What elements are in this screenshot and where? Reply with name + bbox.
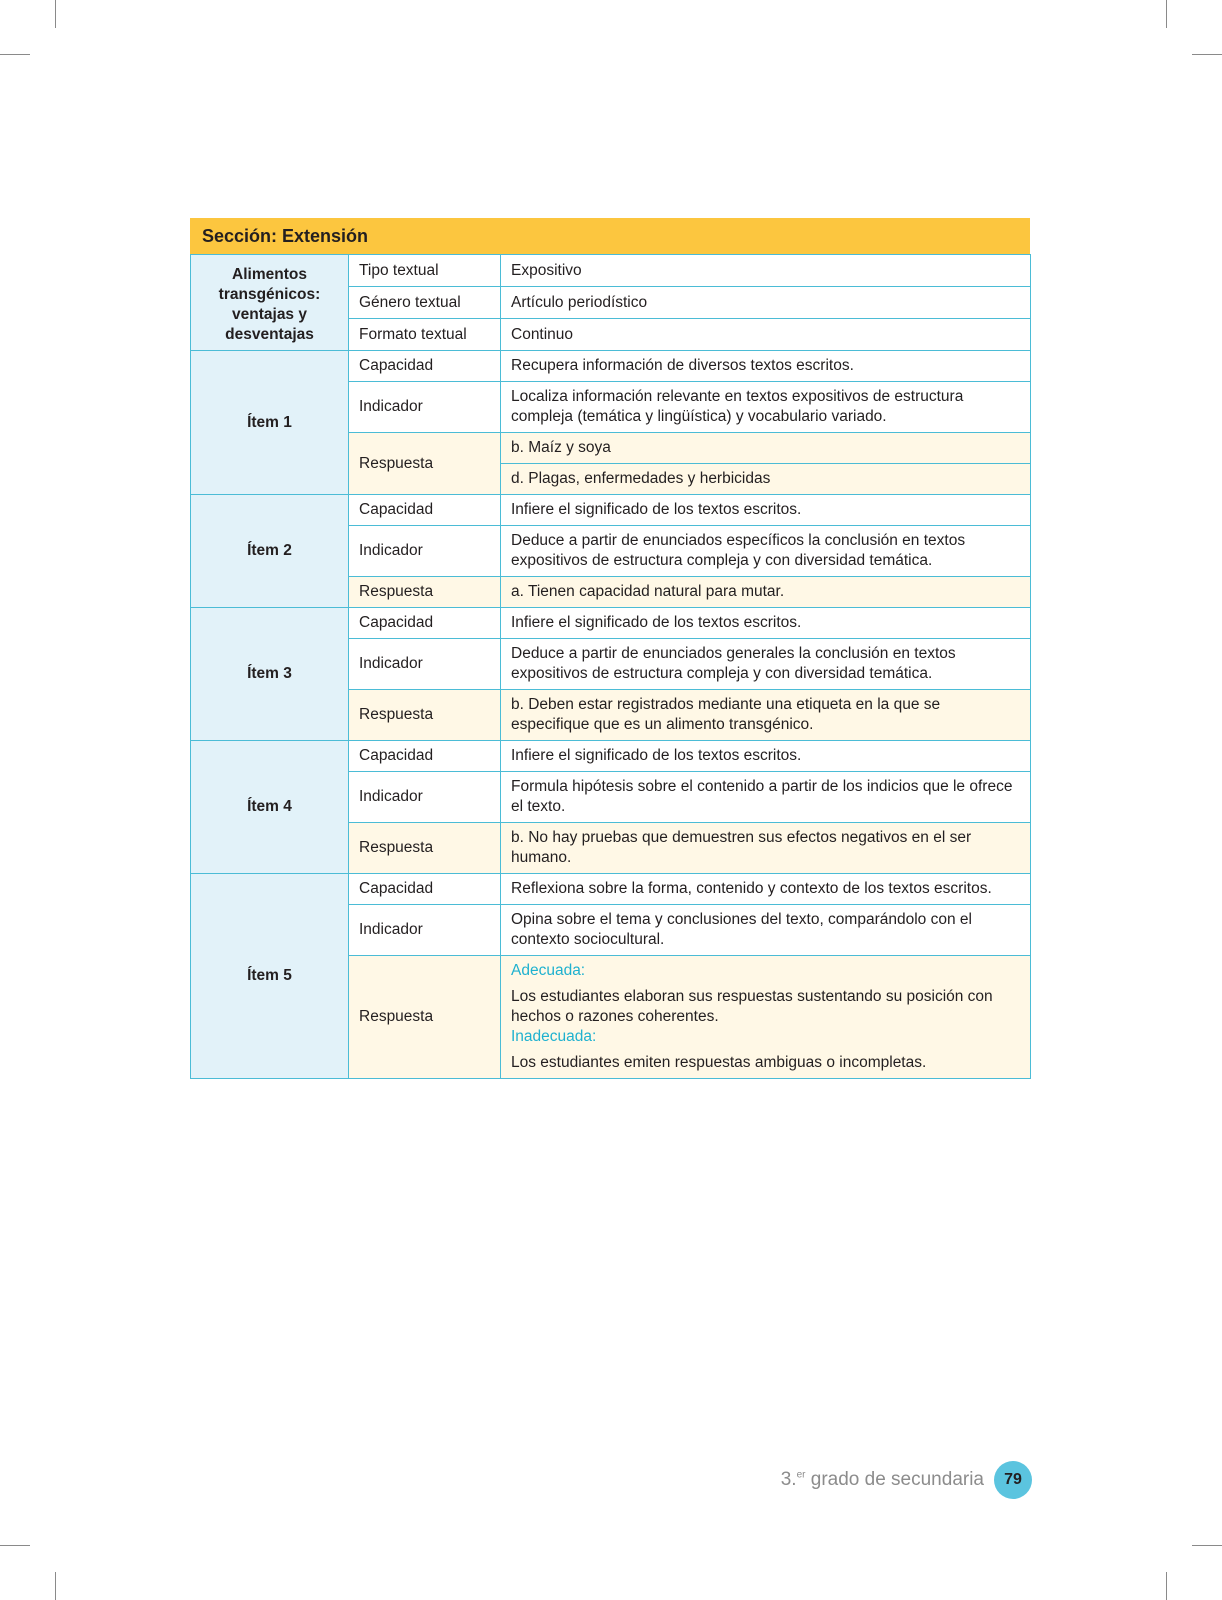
item-4-respuesta: b. No hay pruebas que demuestren sus efectos negativos en el ser humano.	[501, 823, 1031, 874]
evaluation-table	[190, 254, 1031, 1079]
table-row	[191, 255, 1031, 287]
row-label: Indicador	[349, 526, 501, 577]
table-row	[191, 608, 1031, 639]
section-title: Sección: Extensión	[190, 218, 1030, 254]
row-value: Expositivo	[501, 255, 1031, 287]
row-label: Formato textual	[349, 319, 501, 351]
item-1-label: Ítem 1	[191, 351, 349, 495]
row-label: Capacidad	[349, 351, 501, 382]
inadequate-text: Los estudiantes emiten respuestas ambiguas o incompletas.	[511, 1054, 927, 1071]
item-5-label: Ítem 5	[191, 874, 349, 1079]
item-1-capacidad: Recupera información de diversos textos escritos.	[501, 351, 1031, 382]
row-label: Tipo textual	[349, 255, 501, 287]
row-label: Capacidad	[349, 741, 501, 772]
row-value: Artículo periodístico	[501, 287, 1031, 319]
row-label: Indicador	[349, 905, 501, 956]
crop-mark	[55, 1572, 56, 1600]
crop-mark	[1192, 1545, 1222, 1546]
adequate-label: Adecuada:	[511, 962, 586, 979]
crop-mark	[1192, 54, 1222, 55]
row-label: Capacidad	[349, 874, 501, 905]
row-label: Indicador	[349, 772, 501, 823]
table-row	[191, 741, 1031, 772]
item-4-capacidad: Infiere el significado de los textos escritos.	[501, 741, 1031, 772]
row-label: Capacidad	[349, 608, 501, 639]
grade-text: grado de secundaria	[805, 1469, 984, 1490]
crop-mark	[0, 1545, 30, 1546]
table-row	[191, 351, 1031, 382]
table-row	[191, 495, 1031, 526]
page-footer	[781, 1460, 1032, 1500]
grade-label	[781, 1469, 984, 1491]
item-1-indicador: Localiza información relevante en textos expositivos de estructura compleja (temática y lingüística) y vocabulario variado.	[501, 382, 1031, 433]
row-label: Respuesta	[349, 823, 501, 874]
item-3-label: Ítem 3	[191, 608, 349, 741]
page-number: 79	[994, 1461, 1032, 1499]
row-label: Indicador	[349, 382, 501, 433]
crop-mark	[0, 54, 30, 55]
crop-mark	[1166, 0, 1167, 28]
row-label: Respuesta	[349, 433, 501, 495]
extension-section	[190, 218, 1030, 1079]
item-5-indicador: Opina sobre el tema y conclusiones del texto, comparándolo con el contexto sociocultural.	[501, 905, 1031, 956]
grade-ordinal: er	[796, 1469, 806, 1481]
item-4-indicador: Formula hipótesis sobre el contenido a partir de los indicios que le ofrece el texto.	[501, 772, 1031, 823]
grade-number: 3.	[780, 1469, 797, 1490]
item-1-respuesta-2: d. Plagas, enfermedades y herbicidas	[501, 464, 1031, 495]
row-label: Respuesta	[349, 577, 501, 608]
item-1-respuesta-1: b. Maíz y soya	[501, 433, 1031, 464]
row-value: Continuo	[501, 319, 1031, 351]
item-3-indicador: Deduce a partir de enunciados generales la conclusión en textos expositivos de estructura compleja y con diversidad temática.	[501, 639, 1031, 690]
item-2-label: Ítem 2	[191, 495, 349, 608]
adequate-text: Los estudiantes elaboran sus respuestas sustentando su posición con hechos o razones coherentes.	[511, 988, 993, 1025]
item-4-label: Ítem 4	[191, 741, 349, 874]
row-label: Género textual	[349, 287, 501, 319]
item-2-capacidad: Infiere el significado de los textos escritos.	[501, 495, 1031, 526]
crop-mark	[1166, 1572, 1167, 1600]
text-title: Alimentos transgénicos: ventajas y desventajas	[191, 255, 349, 351]
row-label: Respuesta	[349, 690, 501, 741]
row-label: Respuesta	[349, 956, 501, 1079]
item-3-respuesta: b. Deben estar registrados mediante una etiqueta en la que se especifique que es un alimento transgénico.	[501, 690, 1031, 741]
crop-mark	[55, 0, 56, 28]
table-row	[191, 874, 1031, 905]
item-5-capacidad: Reflexiona sobre la forma, contenido y contexto de los textos escritos.	[501, 874, 1031, 905]
item-2-indicador: Deduce a partir de enunciados específicos la conclusión en textos expositivos de estructura compleja y con diversidad temática.	[501, 526, 1031, 577]
row-label: Capacidad	[349, 495, 501, 526]
inadequate-label: Inadecuada:	[511, 1028, 597, 1045]
row-label: Indicador	[349, 639, 501, 690]
item-5-respuesta	[501, 956, 1031, 1079]
item-2-respuesta: a. Tienen capacidad natural para mutar.	[501, 577, 1031, 608]
item-3-capacidad: Infiere el significado de los textos escritos.	[501, 608, 1031, 639]
